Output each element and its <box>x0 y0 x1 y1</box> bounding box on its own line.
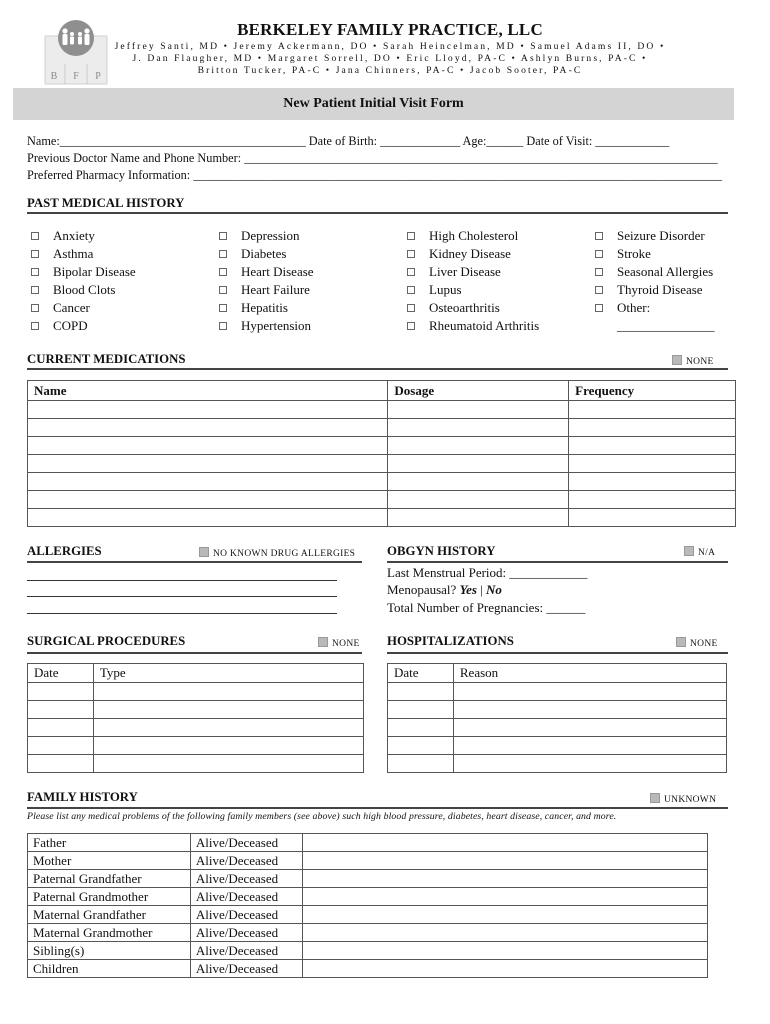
surgical-type-header: Type <box>93 664 363 683</box>
family-conditions-cell[interactable] <box>302 942 707 960</box>
previous-doctor-line[interactable]: Previous Doctor Name and Phone Number: _____________________________________________________________________________ <box>27 151 718 165</box>
allergy-line-2[interactable] <box>27 596 337 597</box>
medication-name-header: Name <box>28 381 388 401</box>
section-rule <box>27 368 728 370</box>
alive-deceased[interactable]: Alive/Deceased <box>190 906 302 924</box>
section-rule <box>387 561 728 563</box>
table-row <box>28 509 736 527</box>
checkbox[interactable] <box>407 304 415 312</box>
checkbox[interactable] <box>31 322 39 330</box>
checkbox[interactable] <box>407 232 415 240</box>
checkbox[interactable] <box>595 250 603 258</box>
section-rule <box>27 807 728 809</box>
table-row <box>388 701 727 719</box>
table-header-row <box>28 664 364 683</box>
practice-name: BERKELEY FAMILY PRACTICE, LLC <box>237 20 543 39</box>
staff-line-2: J. Dan Flaugher, MD • Margaret Sorrell, DO • Eric Lloyd, PA-C • Ashlyn Burns, PA-C • <box>132 53 648 64</box>
last-menstrual-period[interactable]: Last Menstrual Period: ____________ <box>387 565 588 580</box>
logo-letter-p: P <box>95 71 101 82</box>
table-row <box>28 701 364 719</box>
table-header-row <box>28 381 736 401</box>
medication-dosage-header: Dosage <box>388 381 569 401</box>
table-row <box>388 683 727 701</box>
checkbox[interactable] <box>318 637 328 647</box>
obgyn-history-title: OBGYN HISTORY <box>387 544 496 558</box>
family-history-table <box>27 833 708 978</box>
family-conditions-cell[interactable] <box>302 852 707 870</box>
family-member: Sibling(s) <box>28 942 191 960</box>
hospitalizations-none-option[interactable]: NONE <box>676 637 718 649</box>
menopausal-question[interactable]: Menopausal? Yes | No <box>387 582 502 597</box>
table-row <box>28 960 708 978</box>
history-item[interactable]: Liver Disease <box>407 263 539 281</box>
history-item[interactable]: Diabetes <box>219 245 314 263</box>
family-conditions-cell[interactable] <box>302 834 707 852</box>
checkbox[interactable] <box>219 232 227 240</box>
history-column-2 <box>219 227 314 335</box>
medication-frequency-header: Frequency <box>569 381 736 401</box>
checkbox[interactable] <box>219 250 227 258</box>
alive-deceased[interactable]: Alive/Deceased <box>190 960 302 978</box>
history-item[interactable]: Asthma <box>31 245 136 263</box>
checkbox[interactable] <box>595 268 603 276</box>
checkbox[interactable] <box>219 322 227 330</box>
form-title: New Patient Initial Visit Form <box>13 88 734 120</box>
current-medications-title: CURRENT MEDICATIONS <box>27 352 186 366</box>
checkbox[interactable] <box>31 268 39 276</box>
obgyn-na-option[interactable]: N/A <box>684 546 715 558</box>
family-member: Maternal Grandmother <box>28 924 191 942</box>
menopausal-yes[interactable]: Yes <box>459 582 477 597</box>
history-item[interactable]: High Cholesterol <box>407 227 539 245</box>
patient-info-line[interactable]: Name:________________________________________ Date of Birth: _____________ Age:______ Date of Visit: ____________ <box>27 134 670 148</box>
table-row <box>28 888 708 906</box>
allergies-title: ALLERGIES <box>27 544 102 558</box>
no-known-drug-allergies-option[interactable]: NO KNOWN DRUG ALLERGIES <box>199 547 355 559</box>
hospitalization-reason-header: Reason <box>453 664 726 683</box>
section-rule <box>27 212 728 214</box>
table-row <box>28 719 364 737</box>
staff-line-1: Jeffrey Santi, MD • Jeremy Ackermann, DO • Sarah Heincelman, MD • Samuel Adams II, DO • <box>114 41 666 52</box>
past-medical-history-title: PAST MEDICAL HISTORY <box>27 196 185 210</box>
medications-table <box>27 380 736 527</box>
history-item[interactable]: Rheumatoid Arthritis <box>407 317 539 335</box>
table-row <box>28 401 736 419</box>
medications-none-option[interactable]: NONE <box>672 355 714 367</box>
table-row <box>28 437 736 455</box>
table-row <box>28 473 736 491</box>
pharmacy-line[interactable]: Preferred Pharmacy Information: ______________________________________________________________________________________ <box>27 168 723 182</box>
history-item[interactable]: Kidney Disease <box>407 245 539 263</box>
history-item[interactable]: Bipolar Disease <box>31 263 136 281</box>
alive-deceased[interactable]: Alive/Deceased <box>190 942 302 960</box>
history-item[interactable]: Hypertension <box>219 317 314 335</box>
section-rule <box>387 652 728 654</box>
checkbox[interactable] <box>407 286 415 294</box>
total-pregnancies[interactable]: Total Number of Pregnancies: ______ <box>387 600 586 615</box>
history-item[interactable]: Lupus <box>407 281 539 299</box>
surgical-date-header: Date <box>28 664 94 683</box>
checkbox[interactable] <box>595 286 603 294</box>
alive-deceased[interactable]: Alive/Deceased <box>190 870 302 888</box>
table-header-row <box>388 664 727 683</box>
table-row <box>388 755 727 773</box>
staff-line-3: Britton Tucker, PA-C • Jana Chinners, PA-C • Jacob Sooter, PA-C <box>197 65 583 76</box>
history-column-4 <box>595 227 715 335</box>
table-row <box>28 755 364 773</box>
alive-deceased[interactable]: Alive/Deceased <box>190 834 302 852</box>
checkbox[interactable] <box>219 268 227 276</box>
family-conditions-cell[interactable] <box>302 888 707 906</box>
surgical-table <box>27 663 364 773</box>
history-item[interactable]: Osteoarthritis <box>407 299 539 317</box>
table-row <box>28 942 708 960</box>
checkbox[interactable] <box>407 322 415 330</box>
table-row <box>28 924 708 942</box>
hospitalizations-table <box>387 663 727 773</box>
checkbox[interactable] <box>31 304 39 312</box>
checkbox[interactable] <box>407 250 415 258</box>
family-member: Paternal Grandfather <box>28 870 191 888</box>
history-item[interactable]: Heart Disease <box>219 263 314 281</box>
checkbox[interactable] <box>407 268 415 276</box>
checkbox[interactable] <box>684 546 694 556</box>
logo-letter-f: F <box>73 71 79 82</box>
section-rule <box>27 652 362 654</box>
table-row <box>28 455 736 473</box>
history-item[interactable]: COPD <box>31 317 136 335</box>
hospitalization-date-header: Date <box>388 664 454 683</box>
family-history-unknown-option[interactable]: UNKNOWN <box>650 793 716 805</box>
history-column-3 <box>407 227 539 335</box>
family-conditions-cell[interactable] <box>302 960 707 978</box>
history-item[interactable]: Hepatitis <box>219 299 314 317</box>
checkbox[interactable] <box>31 232 39 240</box>
hospitalizations-title: HOSPITALIZATIONS <box>387 634 514 648</box>
table-row <box>388 719 727 737</box>
table-row <box>28 419 736 437</box>
history-item[interactable]: Blood Clots <box>31 281 136 299</box>
family-member: Father <box>28 834 191 852</box>
surgical-procedures-title: SURGICAL PROCEDURES <box>27 634 186 648</box>
family-conditions-cell[interactable] <box>302 924 707 942</box>
checkbox[interactable] <box>219 304 227 312</box>
family-conditions-cell[interactable] <box>302 870 707 888</box>
checkbox[interactable] <box>199 547 209 557</box>
history-item[interactable]: Heart Failure <box>219 281 314 299</box>
family-member: Mother <box>28 852 191 870</box>
allergy-line-3[interactable] <box>27 613 337 614</box>
history-item[interactable]: Other: <box>595 299 715 317</box>
table-row <box>28 683 364 701</box>
table-row <box>388 737 727 755</box>
table-row <box>28 491 736 509</box>
checkbox[interactable] <box>31 286 39 294</box>
logo-letter-b: B <box>50 71 58 82</box>
checkbox[interactable] <box>650 793 660 803</box>
history-item[interactable]: Anxiety <box>31 227 136 245</box>
family-history-title: FAMILY HISTORY <box>27 790 138 804</box>
table-row <box>28 852 708 870</box>
allergy-line-1[interactable] <box>27 580 337 581</box>
family-member: Maternal Grandfather <box>28 906 191 924</box>
section-rule <box>27 561 362 563</box>
checkbox[interactable] <box>676 637 686 647</box>
family-member: Paternal Grandmother <box>28 888 191 906</box>
alive-deceased[interactable]: Alive/Deceased <box>190 888 302 906</box>
family-history-instructions: Please list any medical problems of the following family members (see above) such high blood pressure, diabetes, heart disease, cancer, and more. <box>27 811 617 822</box>
history-item[interactable]: Thyroid Disease <box>595 281 715 299</box>
history-item[interactable]: Seizure Disorder <box>595 227 715 245</box>
menopausal-no[interactable]: No <box>486 582 502 597</box>
checkbox[interactable] <box>31 250 39 258</box>
history-item[interactable]: Stroke <box>595 245 715 263</box>
table-row <box>28 737 364 755</box>
table-row <box>28 870 708 888</box>
surgical-none-option[interactable]: NONE <box>318 637 360 649</box>
table-row <box>28 906 708 924</box>
checkbox[interactable] <box>672 355 682 365</box>
table-row <box>28 834 708 852</box>
checkbox[interactable] <box>219 286 227 294</box>
history-item[interactable]: Cancer <box>31 299 136 317</box>
family-conditions-cell[interactable] <box>302 906 707 924</box>
other-blank[interactable]: _______________ <box>617 318 715 333</box>
alive-deceased[interactable]: Alive/Deceased <box>190 924 302 942</box>
history-item[interactable]: Depression <box>219 227 314 245</box>
history-item[interactable]: Seasonal Allergies <box>595 263 715 281</box>
family-member: Children <box>28 960 191 978</box>
alive-deceased[interactable]: Alive/Deceased <box>190 852 302 870</box>
checkbox[interactable] <box>595 232 603 240</box>
bfp-logo <box>43 18 109 86</box>
checkbox[interactable] <box>595 304 603 312</box>
history-column-1 <box>31 227 136 335</box>
